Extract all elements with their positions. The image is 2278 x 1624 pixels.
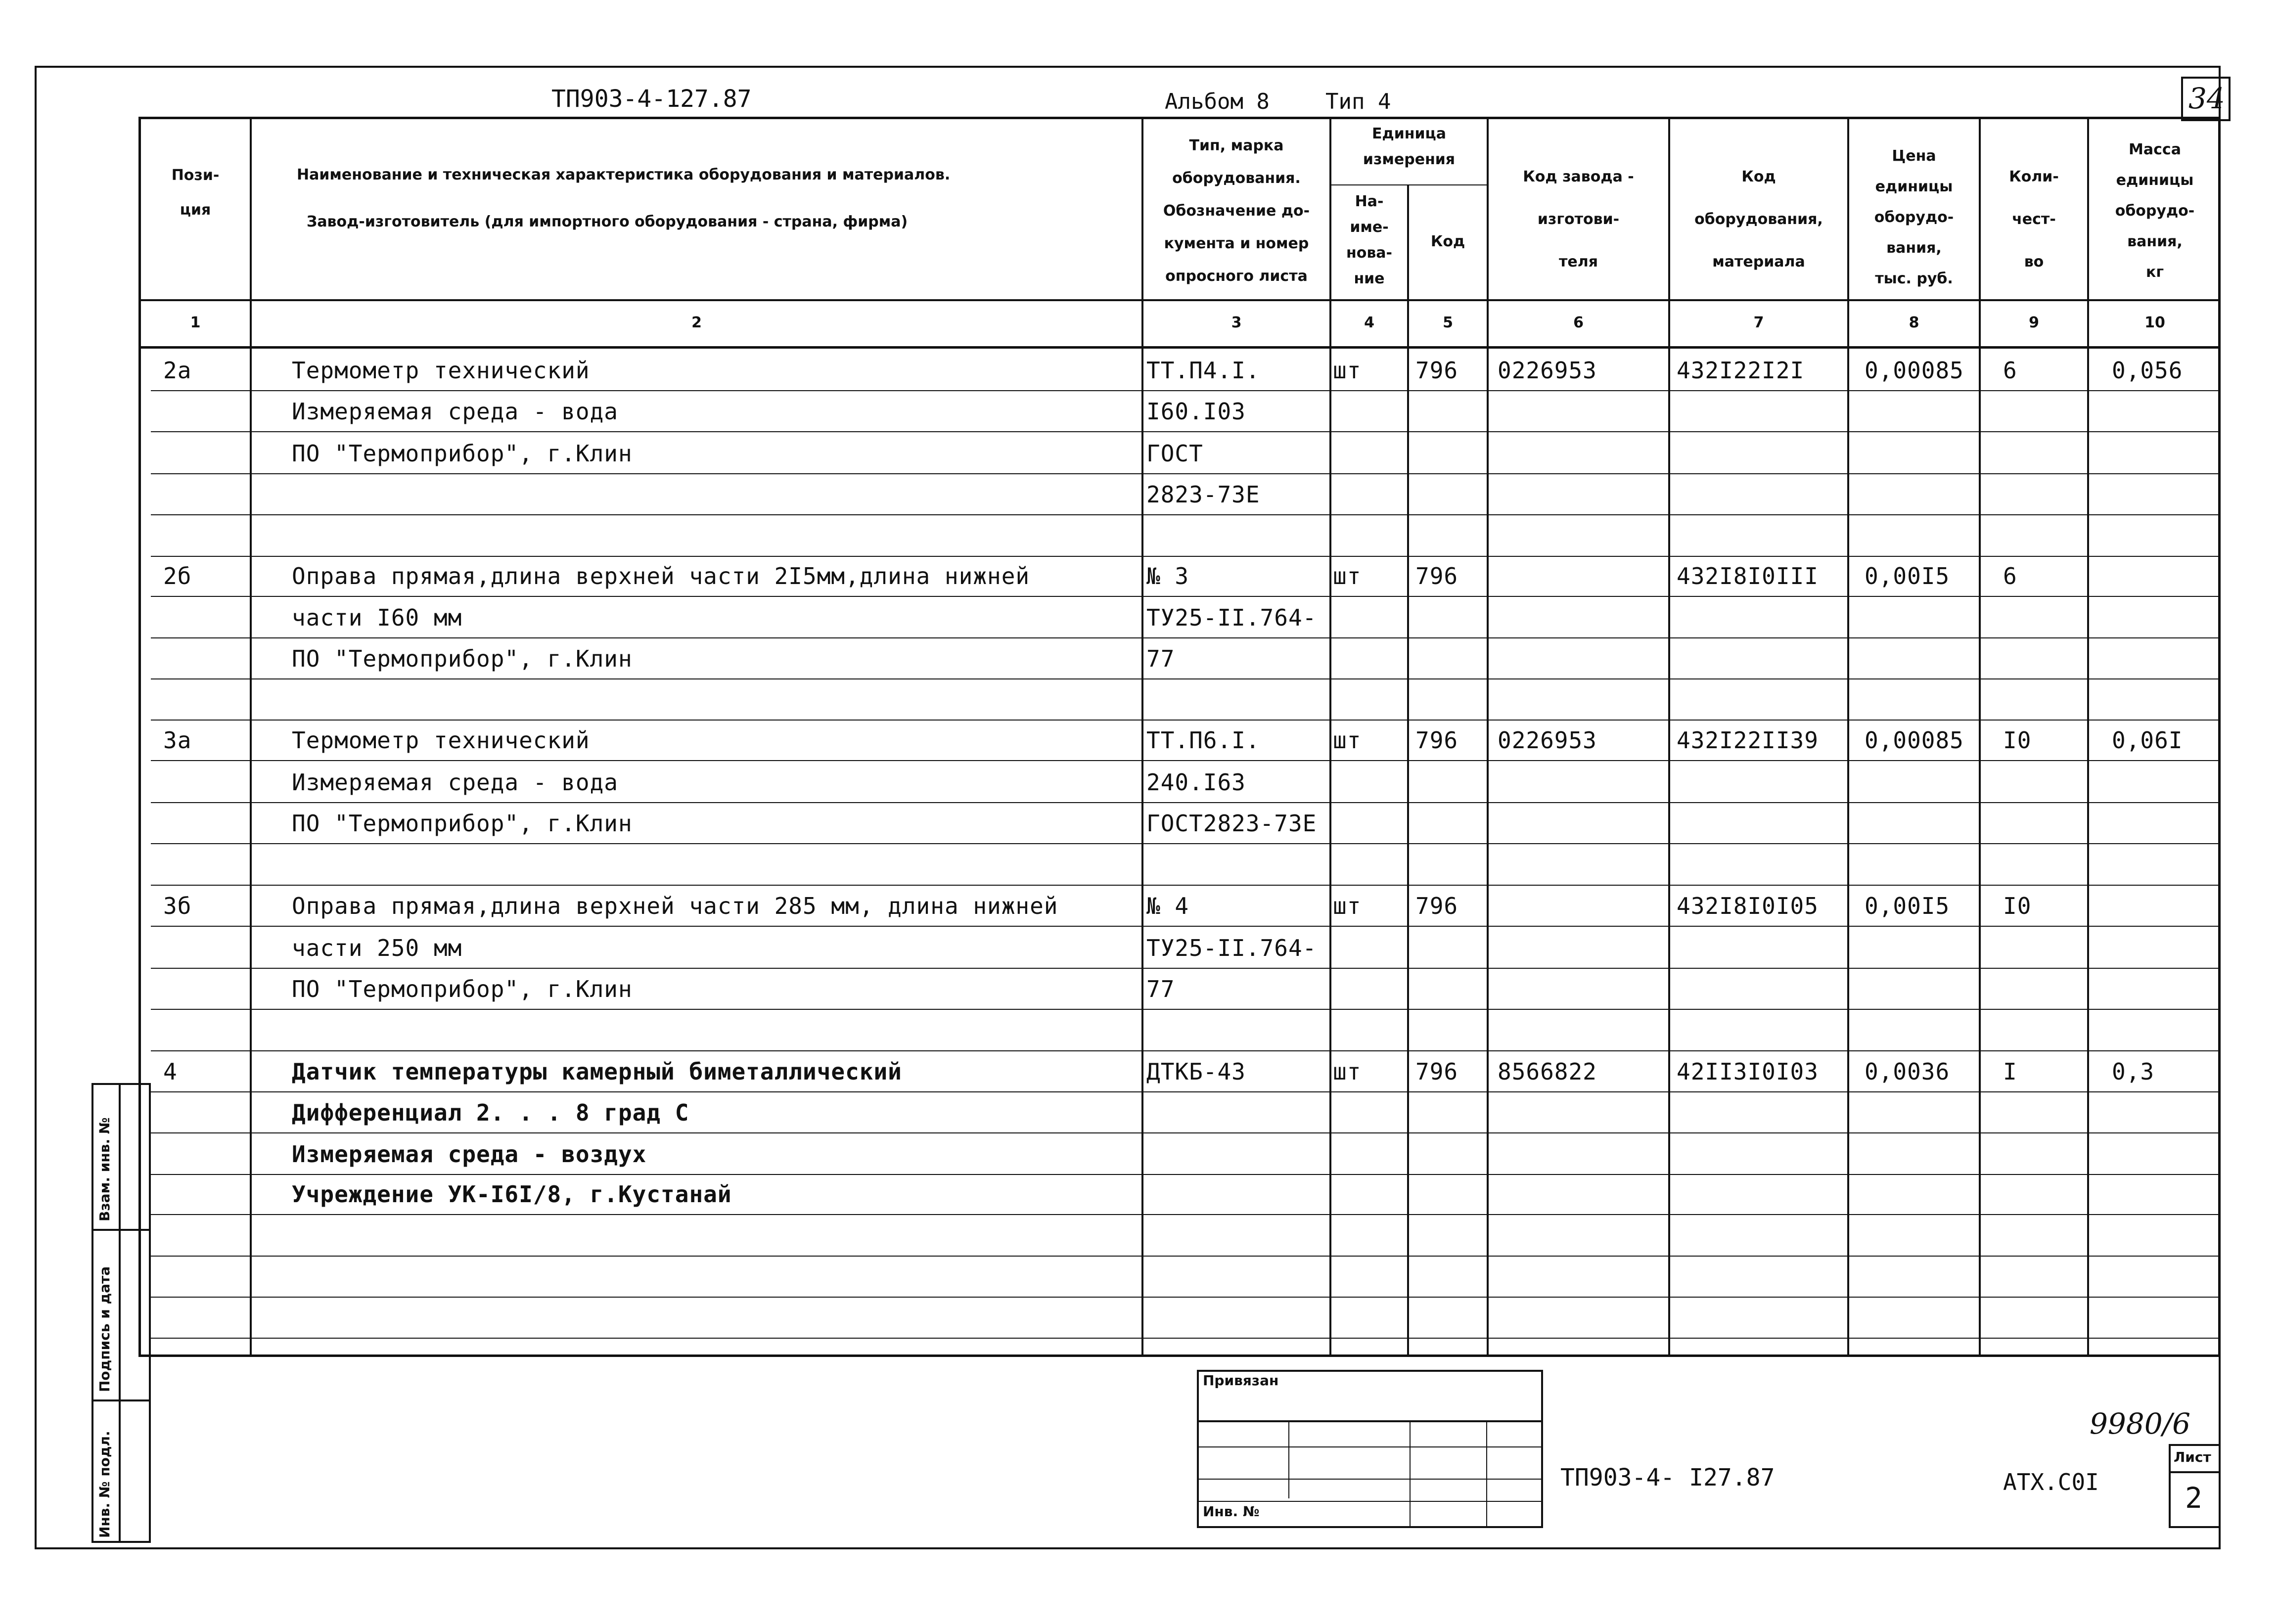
hdr-type-mark: Тип, марка оборудования. Обозначение до- кумента и номер опросного листа bbox=[1163, 137, 1310, 285]
cell-name: части I60 мм bbox=[292, 604, 462, 631]
cell-pos: 2а bbox=[163, 357, 192, 384]
cell-price: 0,0036 bbox=[1865, 1058, 1950, 1085]
stamp-line bbox=[1486, 1420, 1487, 1528]
row-line bbox=[151, 678, 2221, 679]
colnum-6: 6 bbox=[1573, 314, 1584, 331]
cell-price: 0,00I5 bbox=[1865, 893, 1950, 919]
cell-name: Термометр технический bbox=[292, 357, 590, 384]
hdr-unit-name: На- име- нова- ние bbox=[1346, 193, 1393, 287]
col-divider bbox=[250, 117, 252, 1357]
cell-mark: 240.I63 bbox=[1146, 769, 1246, 796]
row-line bbox=[151, 1050, 2221, 1051]
hdr-factory-code: Код завода - изготови- теля bbox=[1523, 168, 1634, 271]
cell-mark: ТТ.П4.I. bbox=[1146, 357, 1260, 384]
row-line bbox=[151, 1256, 2221, 1257]
cell-mark: 2823-73Е bbox=[1146, 481, 1260, 508]
list-box-divider bbox=[2169, 1471, 2221, 1473]
row-line bbox=[151, 637, 2221, 638]
cell-equip: 42II3I0I03 bbox=[1677, 1058, 1819, 1085]
row-line bbox=[151, 1297, 2221, 1298]
cell-code: 796 bbox=[1415, 727, 1458, 754]
cell-mark: № 4 bbox=[1146, 893, 1189, 919]
row-line bbox=[151, 556, 2221, 557]
side-strip-divider bbox=[91, 1399, 151, 1401]
cell-name: Учреждение УК-I6I/8, г.Кустанай bbox=[292, 1181, 732, 1208]
cell-code: 796 bbox=[1415, 1058, 1458, 1085]
row-line bbox=[151, 390, 2221, 391]
cell-name: Измеряемая среда - вода bbox=[292, 769, 618, 796]
page-corner-number: 34 bbox=[2188, 82, 2225, 115]
cell-mark: ДТКБ-43 bbox=[1146, 1058, 1246, 1085]
cell-mark: 77 bbox=[1146, 645, 1175, 672]
cell-name: Измеряемая среда - воздух bbox=[292, 1141, 647, 1168]
cell-factory: 0226953 bbox=[1498, 357, 1597, 384]
cell-qty: I0 bbox=[2003, 727, 2032, 754]
cell-code: 796 bbox=[1415, 893, 1458, 919]
colnum-5: 5 bbox=[1443, 314, 1453, 331]
archive-number: 9980/6 bbox=[2090, 1407, 2191, 1441]
cell-mass: 0,06I bbox=[2112, 727, 2183, 754]
row-line bbox=[151, 1132, 2221, 1133]
cell-name: Дифференциал 2. . . 8 град С bbox=[292, 1099, 689, 1126]
cell-price: 0,00I5 bbox=[1865, 563, 1950, 589]
cell-qty: 6 bbox=[2003, 357, 2017, 384]
row-line bbox=[151, 1091, 2221, 1092]
row-line bbox=[151, 596, 2221, 597]
col-divider bbox=[1407, 184, 1409, 1357]
cell-mark: ТТ.П6.I. bbox=[1146, 727, 1260, 754]
cell-name: ПО "Термоприбор", г.Клин bbox=[292, 440, 633, 467]
row-line bbox=[151, 802, 2221, 803]
colnum-10: 10 bbox=[2144, 314, 2165, 331]
cell-unit: шт bbox=[1333, 357, 1362, 384]
cell-equip: 432I8I0III bbox=[1677, 563, 1819, 589]
cell-pos: 3б bbox=[163, 893, 192, 919]
cell-qty: I0 bbox=[2003, 893, 2032, 919]
row-line bbox=[151, 1338, 2221, 1339]
row-line bbox=[151, 720, 2221, 721]
stamp-line bbox=[1197, 1446, 1543, 1447]
stamp-line bbox=[1197, 1420, 1543, 1422]
col-divider bbox=[1847, 117, 1849, 1357]
cell-unit: шт bbox=[1333, 893, 1362, 919]
stamp-sheet-code: АТХ.С0I bbox=[2003, 1469, 2099, 1495]
colnum-7: 7 bbox=[1753, 314, 1764, 331]
list-label: Лист bbox=[2174, 1449, 2211, 1465]
cell-mark: I60.I03 bbox=[1146, 398, 1246, 425]
cell-price: 0,00085 bbox=[1865, 727, 1964, 754]
col-divider bbox=[1979, 117, 1981, 1357]
hdr-name-line1: Наименование и техническая характеристика оборудования и материалов. bbox=[297, 166, 951, 183]
side-label-inv-podl: Инв. № подл. bbox=[96, 1431, 113, 1538]
colnum-3: 3 bbox=[1231, 314, 1242, 331]
colnum-1: 1 bbox=[190, 314, 201, 331]
hdr-unit-price: Цена единицы оборудо- вания, тыс. руб. bbox=[1874, 147, 1954, 287]
top-type: Тип 4 bbox=[1325, 89, 1391, 114]
cell-factory: 0226953 bbox=[1498, 727, 1597, 754]
cell-unit: шт bbox=[1333, 563, 1362, 589]
hdr-position: Пози- ция bbox=[171, 167, 220, 219]
hdr-unit-code: Код bbox=[1430, 233, 1465, 250]
hdr-unit-group: Единица измерения bbox=[1363, 125, 1456, 168]
inv-no-label: Инв. № bbox=[1203, 1503, 1260, 1520]
row-line bbox=[151, 885, 2221, 886]
col-divider bbox=[2087, 117, 2089, 1357]
row-line bbox=[151, 1214, 2221, 1215]
colnum-8: 8 bbox=[1909, 314, 1919, 331]
side-label-sign-date: Подпись и дата bbox=[96, 1266, 113, 1392]
cell-mark: ГОСТ2823-73Е bbox=[1146, 810, 1317, 837]
hdr-unit-mass: Масса единицы оборудо- вания, кг bbox=[2115, 141, 2195, 281]
side-strip-divider bbox=[91, 1229, 151, 1231]
row-line bbox=[151, 968, 2221, 969]
cell-factory: 8566822 bbox=[1498, 1058, 1597, 1085]
cell-pos: 3а bbox=[163, 727, 192, 754]
stamp-line bbox=[1410, 1420, 1411, 1528]
colnum-2: 2 bbox=[691, 314, 702, 331]
hdr-equipment-code: Код оборудования, материала bbox=[1694, 168, 1823, 271]
row-line bbox=[151, 760, 2221, 761]
col-divider bbox=[1487, 117, 1489, 1357]
cell-qty: 6 bbox=[2003, 563, 2017, 589]
hdr-quantity: Коли- чест- во bbox=[2009, 168, 2059, 271]
stamp-doc-code: ТП903-4- I27.87 bbox=[1560, 1464, 1775, 1491]
cell-price: 0,00085 bbox=[1865, 357, 1964, 384]
top-album: Альбом 8 bbox=[1165, 89, 1270, 114]
stamp-line bbox=[1197, 1479, 1543, 1480]
cell-name: Измеряемая среда - вода bbox=[292, 398, 618, 425]
cell-name: Датчик температуры камерный биметаллический bbox=[292, 1058, 902, 1085]
cell-equip: 432I22I2I bbox=[1677, 357, 1805, 384]
hdr-name-line2: Завод-изготовитель (для импортного оборудования - страна, фирма) bbox=[307, 213, 908, 230]
row-line bbox=[151, 1174, 2221, 1175]
cell-mark: № 3 bbox=[1146, 563, 1189, 589]
cell-mark: ГОСТ bbox=[1146, 440, 1203, 467]
cell-code: 796 bbox=[1415, 563, 1458, 589]
row-line bbox=[151, 1009, 2221, 1010]
header-bottom-line bbox=[138, 299, 2221, 301]
cell-qty: I bbox=[2003, 1058, 2017, 1085]
col-divider bbox=[1668, 117, 1670, 1357]
cell-code: 796 bbox=[1415, 357, 1458, 384]
cell-mass: 0,3 bbox=[2112, 1058, 2155, 1085]
cell-unit: шт bbox=[1333, 727, 1362, 754]
col-divider bbox=[1329, 117, 1331, 1357]
list-number: 2 bbox=[2185, 1481, 2202, 1515]
cell-name: ПО "Термоприбор", г.Клин bbox=[292, 976, 633, 1002]
cell-name: ПО "Термоприбор", г.Клин bbox=[292, 645, 633, 672]
colnum-bottom-line bbox=[138, 346, 2221, 349]
stamp-line bbox=[1197, 1501, 1543, 1502]
cell-name: Термометр технический bbox=[292, 727, 590, 754]
side-strip-divider bbox=[119, 1083, 121, 1543]
cell-equip: 432I8I0I05 bbox=[1677, 893, 1819, 919]
cell-unit: шт bbox=[1333, 1058, 1362, 1085]
row-line bbox=[151, 926, 2221, 927]
row-line bbox=[151, 431, 2221, 432]
row-line bbox=[151, 473, 2221, 474]
row-line bbox=[151, 514, 2221, 515]
cell-name: Оправа прямая,длина верхней части 2I5мм,длина нижней bbox=[292, 563, 1030, 589]
cell-pos: 2б bbox=[163, 563, 192, 589]
stamp-line bbox=[1288, 1420, 1289, 1498]
cell-mark: 77 bbox=[1146, 976, 1175, 1002]
cell-name: Оправа прямая,длина верхней части 285 мм, длина нижней bbox=[292, 893, 1058, 919]
cell-name: части 250 мм bbox=[292, 935, 462, 961]
side-label-inv-vzam: Взам. инв. № bbox=[96, 1117, 113, 1221]
colnum-9: 9 bbox=[2029, 314, 2039, 331]
privyazan-label: Привязан bbox=[1203, 1372, 1279, 1389]
top-doc-code: ТП903-4-127.87 bbox=[551, 85, 752, 113]
col-divider bbox=[1141, 117, 1143, 1357]
cell-mass: 0,056 bbox=[2112, 357, 2183, 384]
colnum-4: 4 bbox=[1364, 314, 1374, 331]
cell-mark: ТУ25-II.764- bbox=[1146, 935, 1317, 961]
cell-pos: 4 bbox=[163, 1058, 178, 1085]
cell-name: ПО "Термоприбор", г.Клин bbox=[292, 810, 633, 837]
cell-mark: ТУ25-II.764- bbox=[1146, 604, 1317, 631]
row-line bbox=[151, 843, 2221, 844]
cell-equip: 432I22II39 bbox=[1677, 727, 1819, 754]
